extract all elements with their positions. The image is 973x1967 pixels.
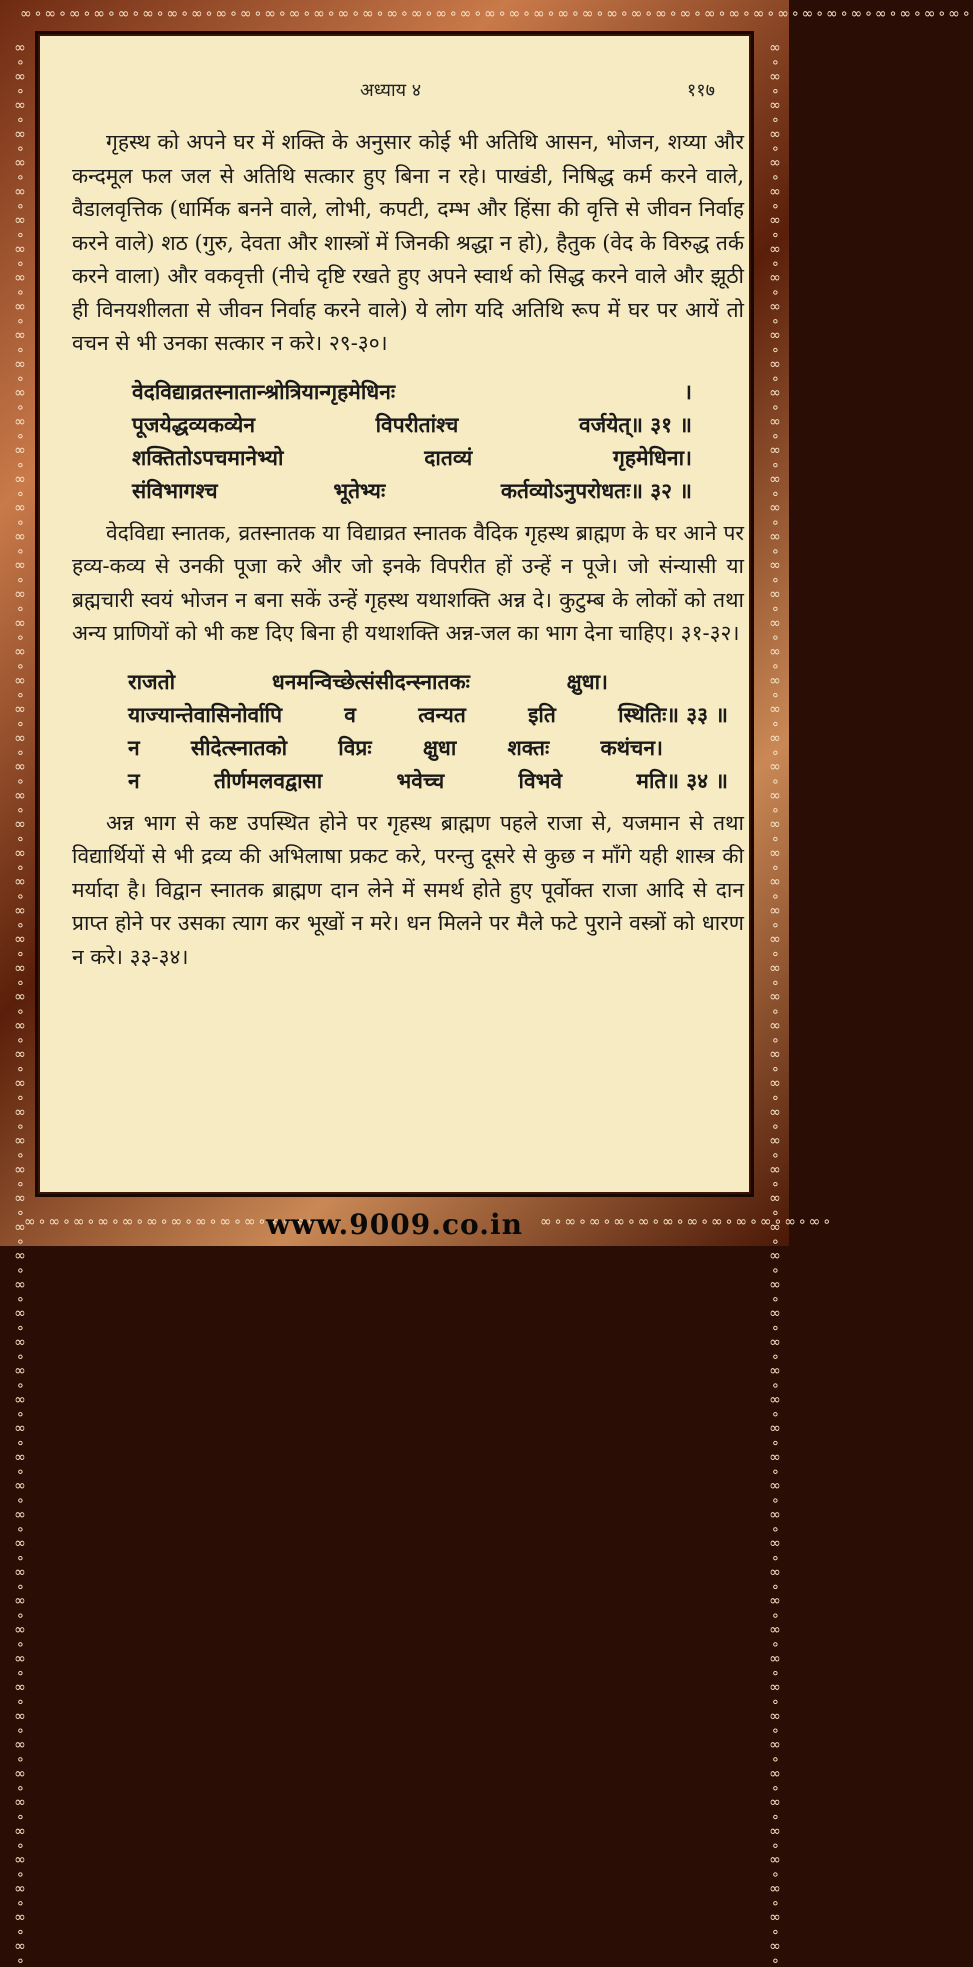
chapter-title: अध्याय ४ <box>360 80 422 101</box>
verse-word: क्षुधा <box>422 734 457 760</box>
page-number: ११७ <box>686 80 715 101</box>
verse-line <box>128 698 728 731</box>
verse-word: दातव्यं <box>424 444 473 470</box>
verse-line <box>132 375 692 408</box>
commentary-paragraph-1: गृहस्थ को अपने घर में शक्ति के अनुसार कोई भी अतिथि आसन, भोजन, शय्या और कन्दमूल फल जल से अतिथि सत्कार हुए बिना न रहे। पाखंडी, निषिद्ध कर्म करने वाले, वैडालवृत्तिक (धार्मिक बनने वाले, लोभी, कपटी, दम्भ और हिंसा की वृत्ति से जीवन निर्वाह करने वाले) शठ (गुरु, देवता और शास्त्रों में जिनकी श्रद्धा न हो), हैतुक (वेद के विरुद्ध तर्क करने वाला) और वकवृत्ती (नीचे दृष्टि रखते हुए अपने स्वार्थ को सिद्ध करने वाले और झूठी ही विनयशीलता से जीवन निर्वाह करने वाले) ये लोग यदि अतिथि रूप में घर पर आयें तो वचन से भी उनका सत्कार न करे। २९-३०। <box>72 130 744 355</box>
verse-word: इति <box>528 701 556 727</box>
verse-word: न <box>128 734 140 760</box>
verse-word: विभवे <box>518 767 563 793</box>
verse-word: भूतेभ्यः <box>333 477 386 503</box>
verse-block-31-32 <box>132 375 692 507</box>
border-ornament-top: ∞∘∞∘∞∘∞∘∞∘∞∘∞∘∞∘∞∘∞∘∞∘∞∘∞∘∞∘∞∘∞∘∞∘∞∘∞∘∞∘∞∘∞∘∞∘∞∘∞∘∞∘∞∘∞∘∞∘∞∘∞∘∞∘∞∘∞∘∞∘∞∘∞∘∞∘∞∘ <box>20 6 973 22</box>
verse-line <box>128 731 663 764</box>
verse-word: विपरीतांश्च <box>375 411 459 437</box>
book-page <box>38 34 751 1194</box>
border-ornament-bottom-left: ∞∘∞∘∞∘∞∘∞∘∞∘∞∘∞∘∞∘∞∘∞∘∞∘ <box>24 1214 318 1230</box>
verse-line <box>132 408 692 441</box>
border-ornament-right: ∞∘∞∘∞∘∞∘∞∘∞∘∞∘∞∘∞∘∞∘∞∘∞∘∞∘∞∘∞∘∞∘∞∘∞∘∞∘∞∘∞∘∞∘∞∘∞∘∞∘∞∘∞∘∞∘∞∘∞∘∞∘∞∘∞∘∞∘∞∘∞∘∞∘∞∘∞∘∞∘∞∘∞∘∞∘∞∘∞∘∞∘∞∘∞∘∞∘∞∘∞∘∞∘∞∘∞∘∞∘∞∘∞∘∞∘∞∘∞∘∞∘∞∘∞∘∞∘∞∘∞∘∞∘ <box>767 40 783 1967</box>
verse-line <box>132 441 692 474</box>
verse-word: कर्तव्योऽनुपरोधतः॥ ३२ ॥ <box>500 477 692 503</box>
verse-block-33-34 <box>128 665 728 797</box>
verse-word: मति॥ ३४ ॥ <box>636 767 728 793</box>
verse-line <box>128 665 608 698</box>
verse-word: व <box>344 701 356 727</box>
verse-word: धनमन्विच्छेत्संसीदन्स्नातकः <box>271 668 470 694</box>
verse-word: पूजयेद्धव्यकव्येन <box>132 411 255 437</box>
verse-word: सीदेत्स्नातको <box>190 734 288 760</box>
verse-word: तीर्णमलवद्वासा <box>213 767 323 793</box>
border-ornament-left: ∞∘∞∘∞∘∞∘∞∘∞∘∞∘∞∘∞∘∞∘∞∘∞∘∞∘∞∘∞∘∞∘∞∘∞∘∞∘∞∘∞∘∞∘∞∘∞∘∞∘∞∘∞∘∞∘∞∘∞∘∞∘∞∘∞∘∞∘∞∘∞∘∞∘∞∘∞∘∞∘∞∘∞∘∞∘∞∘∞∘∞∘∞∘∞∘∞∘∞∘∞∘∞∘∞∘∞∘∞∘∞∘∞∘∞∘∞∘∞∘∞∘∞∘∞∘∞∘∞∘∞∘∞∘ <box>12 40 28 1967</box>
verse-word: न <box>128 767 140 793</box>
verse-word: शक्तः <box>507 734 550 760</box>
verse-word: याज्यान्तेवासिनोर्वापि <box>128 701 283 727</box>
verse-line <box>128 764 728 797</box>
verse-word: शक्तितोऽपचमानेभ्यो <box>132 444 284 470</box>
commentary-paragraph-2: वेदविद्या स्नातक, व्रतस्नातक या विद्याव्रत स्नातक वैदिक गृहस्थ ब्राह्मण के घर आने पर हव्य-कव्य से उनकी पूजा करे और जो इनके विपरीत हों उन्हें न पूजे। जो संन्यासी या ब्रह्मचारी स्वयं भोजन न बना सकें उन्हें गृहस्थ यथाशक्ति अन्न दे। कुटुम्ब के लोकों को तथा अन्य प्राणियों को भी कष्ट दिए बिना ही यथाशक्ति अन्न-जल का भाग देना चाहिए। ३१-३२। <box>72 520 744 645</box>
verse-word: वर्जयेत्॥ ३१ ॥ <box>578 411 692 437</box>
verse-word: स्थितिः॥ ३३ ॥ <box>618 701 728 727</box>
verse-word: क्षुधा। <box>566 668 608 694</box>
verse-word: विप्रः <box>338 734 372 760</box>
verse-line <box>132 474 692 507</box>
page-header <box>38 78 751 108</box>
verse-word: । <box>684 378 692 404</box>
verse-word: वेदविद्याव्रतस्नातान्श्रोत्रियान्गृहमेधिनः <box>132 378 396 404</box>
commentary-paragraph-3: अन्न भाग से कष्ट उपस्थित होने पर गृहस्थ ब्राह्मण पहले राजा से, यजमान से तथा विद्यार्थियों से भी द्रव्य की अभिलाषा प्रकट करे, परन्तु दूसरे से कुछ न माँगे यही शास्त्र की मर्यादा है। विद्वान स्नातक ब्राह्मण दान लेने में समर्थ होते हुए पूर्वोक्त राजा आदि से दान प्राप्त होने पर उसका त्याग कर भूखों न मरे। धन मिलने पर मैले फटे पुराने वस्त्रों को धारण न करे। ३३-३४। <box>72 810 744 969</box>
verse-word: गृहमेधिना। <box>613 444 692 470</box>
verse-word: कथंचन। <box>600 734 663 760</box>
verse-word: त्वन्यत <box>418 701 466 727</box>
verse-word: संविभागश्च <box>132 477 218 503</box>
website-footer: www.9009.co.in <box>266 1208 523 1241</box>
verse-word: भवेच्च <box>396 767 445 793</box>
verse-word: राजतो <box>128 668 176 694</box>
border-ornament-bottom-right: ∞∘∞∘∞∘∞∘∞∘∞∘∞∘∞∘∞∘∞∘∞∘∞∘ <box>540 1214 834 1230</box>
page-body <box>72 126 744 974</box>
